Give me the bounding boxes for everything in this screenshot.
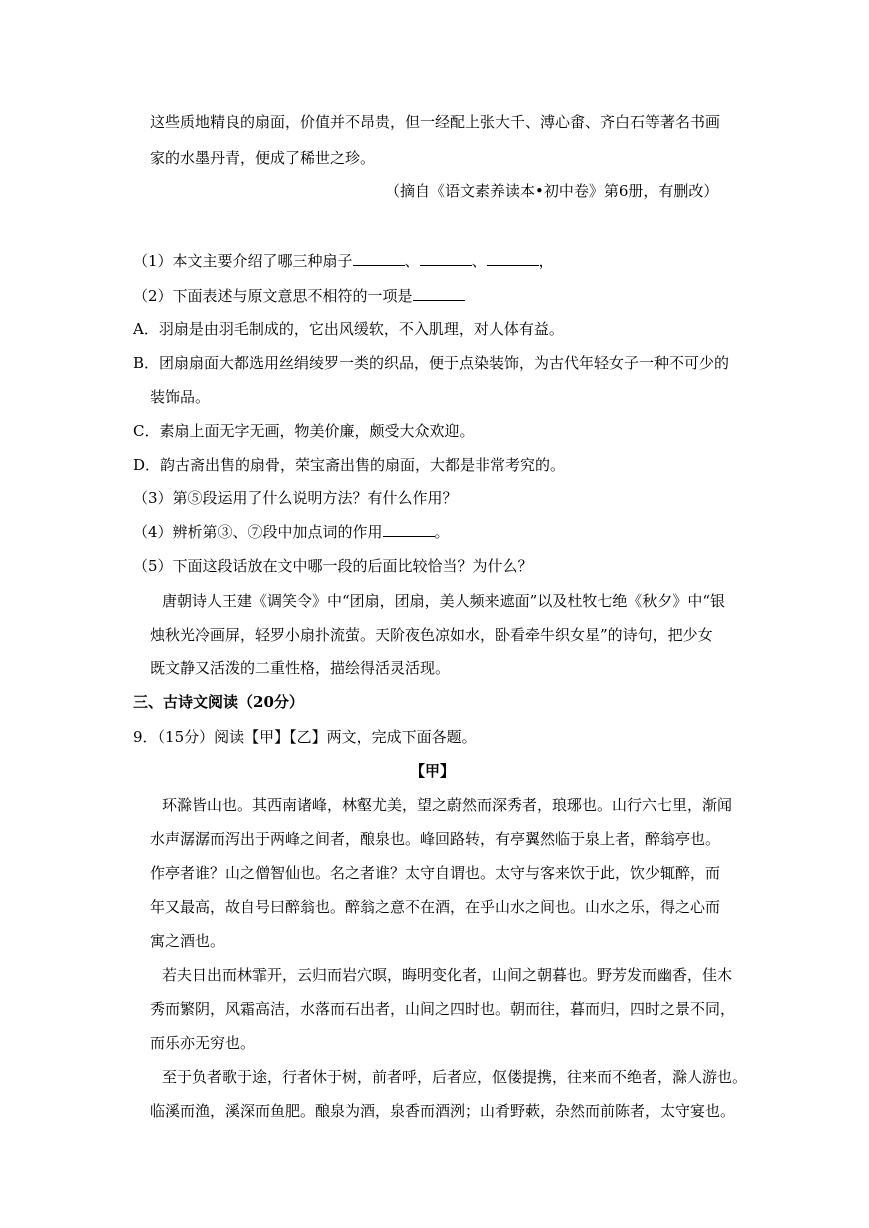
jia-p2-line-1: 若夫日出而林霏开，云归而岩穴暝，晦明变化者，山间之朝暮也。野芳发而幽香，佳木 [162, 966, 733, 984]
question-1 [133, 251, 554, 271]
question-3: （3）第⑤段运用了什么说明方法？有什么作用？ [133, 489, 458, 507]
answer-blank-1a[interactable] [353, 251, 405, 266]
jia-p3-line-1: 至于负者歌于途，行者休于树，前者呼，后者应，伛偻提携，往来而不绝者，滁人游也。 [162, 1068, 748, 1086]
answer-blank-2[interactable] [413, 286, 465, 301]
jia-p2-line-3: 而乐亦无穷也。 [150, 1034, 256, 1052]
q5-para-line-1: 唐朝诗人王建《调笑令》中“团扇，团扇，美人频来遮面”以及杜牧七绝《秋夕》中“银 [162, 592, 726, 610]
q5-para-line-3: 既文静又活泼的二重性格，描绘得活灵活现。 [150, 659, 451, 677]
separator: ， [538, 252, 554, 270]
answer-blank-4[interactable] [383, 522, 435, 537]
intro-line-1: 这些质地精良的扇面，价值并不昂贵，但一经配上张大千、溥心畬、齐白石等著名书画 [150, 113, 721, 131]
question-2 [133, 286, 465, 306]
q5-para-line-2: 烛秋光冷画屏，轻罗小扇扑流萤。天阶夜色凉如水，卧看牵牛织女星”的诗句，把少女 [150, 626, 713, 644]
jia-p2-line-2: 秀而繁阴，风霜高洁，水落而石出者，山间之四时也。朝而往，暮而归，四时之景不同， [150, 1000, 736, 1018]
separator: 、 [404, 252, 420, 270]
jia-p1-line-4: 年又最高，故自号曰醉翁也。醉翁之意不在酒，在乎山水之间也。山水之乐，得之心而 [150, 898, 721, 916]
jia-p1-line-1: 环滁皆山也。其西南诸峰，林壑尤美，望之蔚然而深秀者，琅琊也。山行六七里，渐闻 [162, 796, 733, 814]
question-9: 9．（15分）阅读【甲】【乙】两文，完成下面各题。 [133, 728, 477, 746]
jia-p1-line-3: 作亭者谁？山之僧智仙也。名之者谁？太守自谓也。太守与客来饮于此，饮少辄醉，而 [150, 864, 721, 882]
separator: 、 [471, 252, 487, 270]
answer-blank-1b[interactable] [420, 251, 472, 266]
passage-jia-title: 【甲】 [410, 762, 456, 780]
source-note: （摘自《语文素养读本•初中卷》第6册，有删改） [385, 182, 719, 200]
option-d: D．韵古斋出售的扇骨，荣宝斋出售的扇面，大都是非常考究的。 [133, 456, 566, 474]
section-heading: 三、古诗文阅读（20分） [133, 693, 304, 711]
question-4 [133, 522, 450, 542]
option-b-line-1: B．团扇扇面大都选用丝绢绫罗一类的织品，便于点染装饰，为古代年轻女子一种不可少的 [133, 354, 730, 372]
option-b-line-2: 装饰品。 [150, 388, 211, 406]
option-a: A．羽扇是由羽毛制成的，它出风缓软，不入肌理，对人体有益。 [133, 320, 564, 338]
intro-line-2: 家的水墨丹青，便成了稀世之珍。 [150, 149, 376, 167]
question-1-text: （1）本文主要介绍了哪三种扇子 [133, 252, 353, 270]
question-5: （5）下面这段话放在文中哪一段的后面比较恰当？为什么？ [133, 557, 533, 575]
jia-p1-line-5: 寓之酒也。 [150, 932, 226, 950]
option-c: C．素扇上面无字无画，物美价廉，颇受大众欢迎。 [133, 422, 475, 440]
question-2-text: （2）下面表述与原文意思不相符的一项是 [133, 287, 413, 305]
jia-p3-line-2: 临溪而渔，溪深而鱼肥。酿泉为酒，泉香而酒洌；山肴野蔌，杂然而前陈者，太守宴也。 [150, 1102, 736, 1120]
answer-blank-1c[interactable] [487, 251, 539, 266]
jia-p1-line-2: 水声潺潺而泻出于两峰之间者，酿泉也。峰回路转，有亭翼然临于泉上者，醉翁亭也。 [150, 830, 721, 848]
question-4-text: （4）辨析第③、⑦段中加点词的作用 [133, 523, 383, 541]
separator: 。 [434, 523, 450, 541]
